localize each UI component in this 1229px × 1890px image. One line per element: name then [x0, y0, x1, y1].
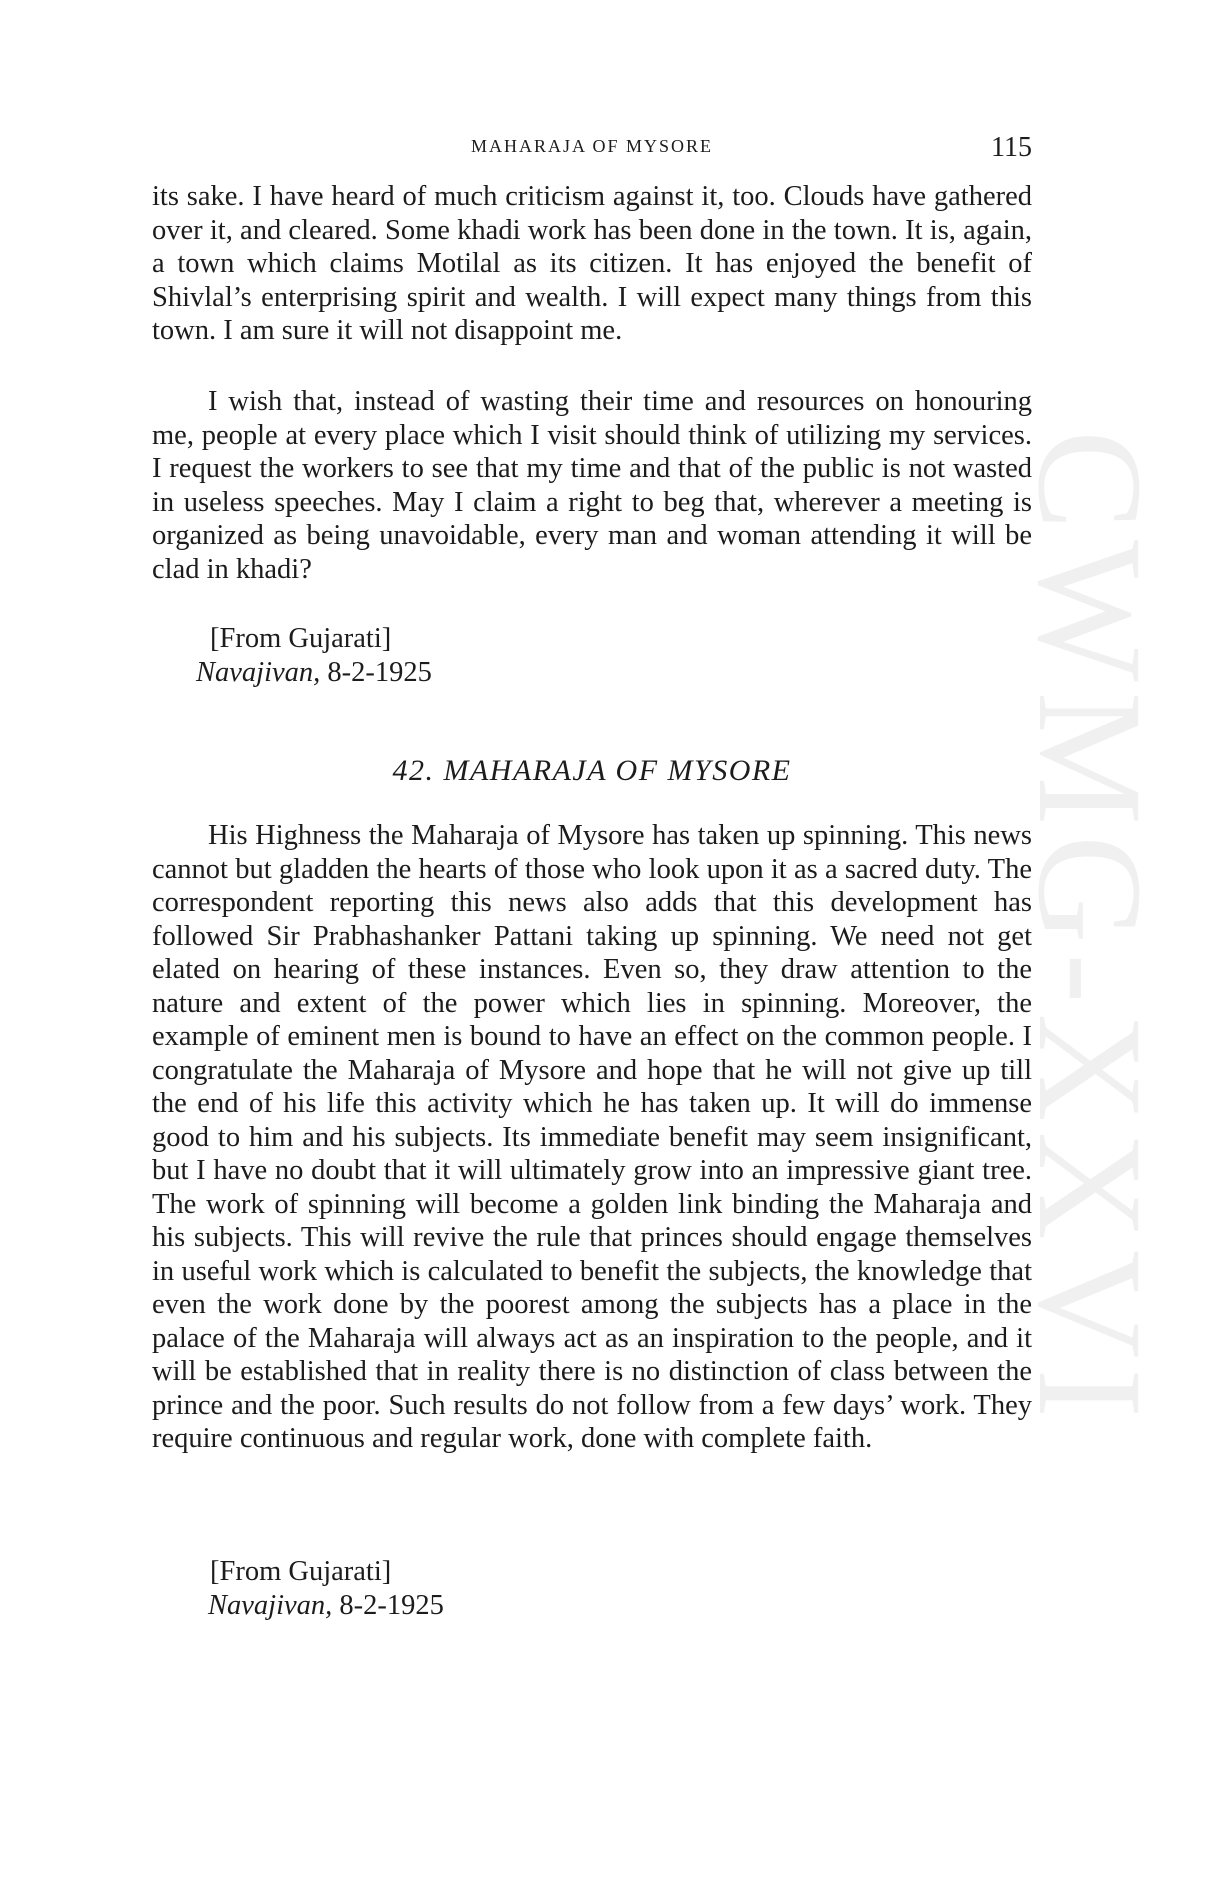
page-number: 115 — [991, 132, 1032, 163]
citation-2 — [208, 1589, 444, 1623]
continuation-paragraph-2 — [152, 385, 1032, 586]
article-heading: 42. MAHARAJA OF MYSORE — [392, 754, 792, 787]
publication-name-2: Navajivan, — [208, 1590, 333, 1621]
running-head — [152, 132, 1032, 164]
continuation-text-2: I wish that, instead of wasting their time and resources on honouring me, people at every place which I visit should think of utilizing my services. I request the workers to see that my time and that of the public is not wasted in useless speeches. May I claim a right to beg that, wherever a meeting is organized as being unavoidable, every man and woman attending it will be clad in khadi? — [152, 386, 1032, 585]
article-paragraph: His Highness the Maharaja of Mysore has taken up spinning. This news cannot but gladden the hearts of those who look upon it as a sacred duty. The correspondent reporting this news also adds that this development has followed Sir Prabhashanker Pattani taking up spinning. We need not get elated on hearing of these instances. Even so, they draw attention to the nature and extent of the power which lies in spinning. Moreover, the example of eminent men is bound to have an effect on the common people. I congratulate the Maharaja of Mysore and hope that he will not give up till the end of his life this activity which he has taken up. It will do immense good to him and his subjects. Its immediate benefit may seem insignificant, but I have no doubt that it will ultimately grow into an impressive giant tree. The work of spinning will become a golden link binding the Maharaja and his subjects. This will revive the rule that princes should engage themselves in useful work which is calculated to benefit the subjects, the knowledge that even the work done by the poorest among the subjects has a place in the palace of the Maharaja will always act as an inspiration to the people, and it will be established that in reality there is no distinction of class between the prince and the poor. Such results do not follow from a few days’ work. They require continuous and regular work, done with complete faith. — [152, 820, 1032, 1454]
continuation-paragraph-1 — [152, 180, 1032, 348]
publication-date-2: 8-2-1925 — [339, 1590, 444, 1621]
running-title: MAHARAJA OF MYSORE — [470, 136, 714, 156]
publication-name-1: Navajivan, — [196, 657, 321, 688]
source-note-1: [From Gujarati] — [210, 623, 392, 654]
citation-1 — [196, 656, 432, 690]
source-note-2: [From Gujarati] — [210, 1556, 392, 1587]
article-body — [152, 819, 1032, 1456]
watermark-text: CWMG-XXVI — [1007, 430, 1173, 1429]
publication-date-1: 8-2-1925 — [327, 657, 432, 688]
continuation-text-1: its sake. I have heard of much criticism against it, too. Clouds have gathered over it, and cleared. Some khadi work has been done in the town. It is, again, a town which claims Motilal as its citizen. It has enjoyed the benefit of Shivlal’s enterprising spirit and wealth. I will expect many things from this town. I am sure it will not disappoint me. — [152, 181, 1032, 346]
